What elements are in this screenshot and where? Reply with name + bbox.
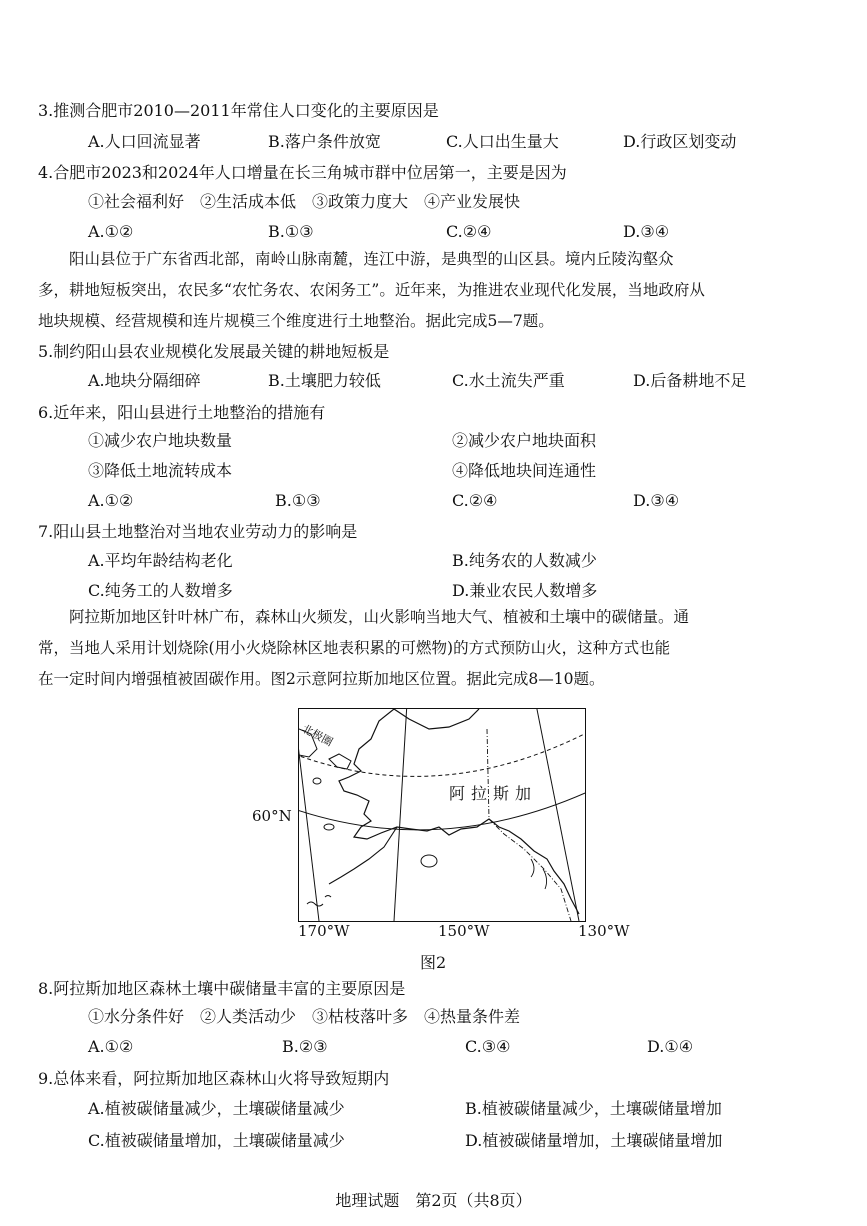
lon-170w-label: 170°W bbox=[298, 922, 350, 940]
q6-item-3: ③降低土地流转成本 bbox=[88, 461, 233, 480]
q9-option-a: A.植被碳储量减少，土壤碳储量减少 bbox=[88, 1099, 345, 1118]
q5-option-a: A.地块分隔细碎 bbox=[88, 371, 201, 390]
q4-option-a: A.①② bbox=[88, 222, 134, 241]
question-5-stem: 5.制约阳山县农业规模化发展最关键的耕地短板是 bbox=[38, 342, 390, 361]
page-footer: 地理试题 第2页（共8页） bbox=[335, 1191, 532, 1210]
passage-line: 多，耕地短板突出，农民多“农忙务农、农闲务工”。近年来，为推进农业现代化发展，当地政府从 bbox=[38, 281, 705, 299]
q8-option-c: C.③④ bbox=[465, 1037, 511, 1056]
alaska-map-drawing bbox=[299, 709, 585, 921]
passage-line: 在一定时间内增强植被固碳作用。图2示意阿拉斯加地区位置。据此完成8—10题。 bbox=[38, 670, 605, 688]
q3-option-c: C.人口出生量大 bbox=[446, 132, 559, 151]
q5-option-b: B.土壤肥力较低 bbox=[268, 371, 381, 390]
q7-option-a: A.平均年龄结构老化 bbox=[88, 551, 233, 570]
question-3-stem: 3.推测合肥市2010—2011年常住人口变化的主要原因是 bbox=[38, 101, 439, 120]
q4-option-c: C.②④ bbox=[446, 222, 492, 241]
passage-line: 常，当地人采用计划烧除(用小火烧除林区地表积累的可燃物)的方式预防山火，这种方式也能 bbox=[38, 639, 671, 657]
q8-option-d: D.①④ bbox=[647, 1037, 694, 1056]
lat-60n-label: 60°N bbox=[252, 807, 292, 825]
question-7-stem: 7.阳山县土地整治对当地农业劳动力的影响是 bbox=[38, 522, 358, 541]
question-4-stem: 4.合肥市2023和2024年人口增量在长三角城市群中位居第一，主要是因为 bbox=[38, 163, 567, 182]
q6-item-2: ②减少农户地块面积 bbox=[452, 431, 597, 450]
passage-line: 阿拉斯加地区针叶林广布，森林山火频发，山火影响当地大气、植被和土壤中的碳储量。通 bbox=[38, 608, 690, 626]
passage-line: 地块规模、经营规模和连片规模三个维度进行土地整治。据此完成5—7题。 bbox=[38, 312, 554, 330]
q9-option-b: B.植被碳储量减少，土壤碳储量增加 bbox=[465, 1099, 722, 1118]
q9-option-d: D.植被碳储量增加，土壤碳储量增加 bbox=[465, 1131, 723, 1150]
q4-option-d: D.③④ bbox=[623, 222, 670, 241]
q5-option-c: C.水土流失严重 bbox=[452, 371, 565, 390]
figure-caption: 图2 bbox=[420, 953, 447, 972]
passage-line: 阳山县位于广东省西北部，南岭山脉南麓，连江中游，是典型的山区县。境内丘陵沟壑众 bbox=[38, 250, 674, 268]
passage-yangshan bbox=[38, 244, 828, 337]
question-9-stem: 9.总体来看，阿拉斯加地区森林山火将导致短期内 bbox=[38, 1069, 390, 1088]
lon-150w-label: 150°W bbox=[438, 922, 490, 940]
question-6-stem: 6.近年来，阳山县进行土地整治的措施有 bbox=[38, 403, 326, 422]
question-8-stem: 8.阿拉斯加地区森林土壤中碳储量丰富的主要原因是 bbox=[38, 979, 406, 998]
q3-option-b: B.落户条件放宽 bbox=[268, 132, 381, 151]
q6-option-a: A.①② bbox=[88, 491, 134, 510]
arctic-circle-label: 北极圈 bbox=[299, 721, 335, 749]
q4-option-b: B.①③ bbox=[268, 222, 314, 241]
q9-option-c: C.植被碳储量增加，土壤碳储量减少 bbox=[88, 1131, 345, 1150]
alaska-label: 阿拉斯加 bbox=[449, 784, 538, 803]
q7-option-c: C.纯务工的人数增多 bbox=[88, 581, 233, 600]
q6-option-c: C.②④ bbox=[452, 491, 498, 510]
q8-option-a: A.①② bbox=[88, 1037, 134, 1056]
q6-item-1: ①减少农户地块数量 bbox=[88, 431, 233, 450]
q8-option-b: B.②③ bbox=[282, 1037, 328, 1056]
q6-option-b: B.①③ bbox=[275, 491, 321, 510]
q3-option-d: D.行政区划变动 bbox=[623, 132, 737, 151]
alaska-map-figure bbox=[248, 700, 638, 950]
passage-alaska bbox=[38, 602, 828, 695]
q4-items: ①社会福利好 ②生活成本低 ③政策力度大 ④产业发展快 bbox=[88, 192, 521, 211]
q3-option-a: A.人口回流显著 bbox=[88, 132, 201, 151]
q5-option-d: D.后备耕地不足 bbox=[633, 371, 747, 390]
q6-option-d: D.③④ bbox=[633, 491, 680, 510]
q6-item-4: ④降低地块间连通性 bbox=[452, 461, 597, 480]
q7-option-d: D.兼业农民人数增多 bbox=[452, 581, 598, 600]
lon-130w-label: 130°W bbox=[578, 922, 630, 940]
q7-option-b: B.纯务农的人数减少 bbox=[452, 551, 597, 570]
q8-items: ①水分条件好 ②人类活动少 ③枯枝落叶多 ④热量条件差 bbox=[88, 1007, 521, 1026]
map-frame bbox=[298, 708, 586, 922]
